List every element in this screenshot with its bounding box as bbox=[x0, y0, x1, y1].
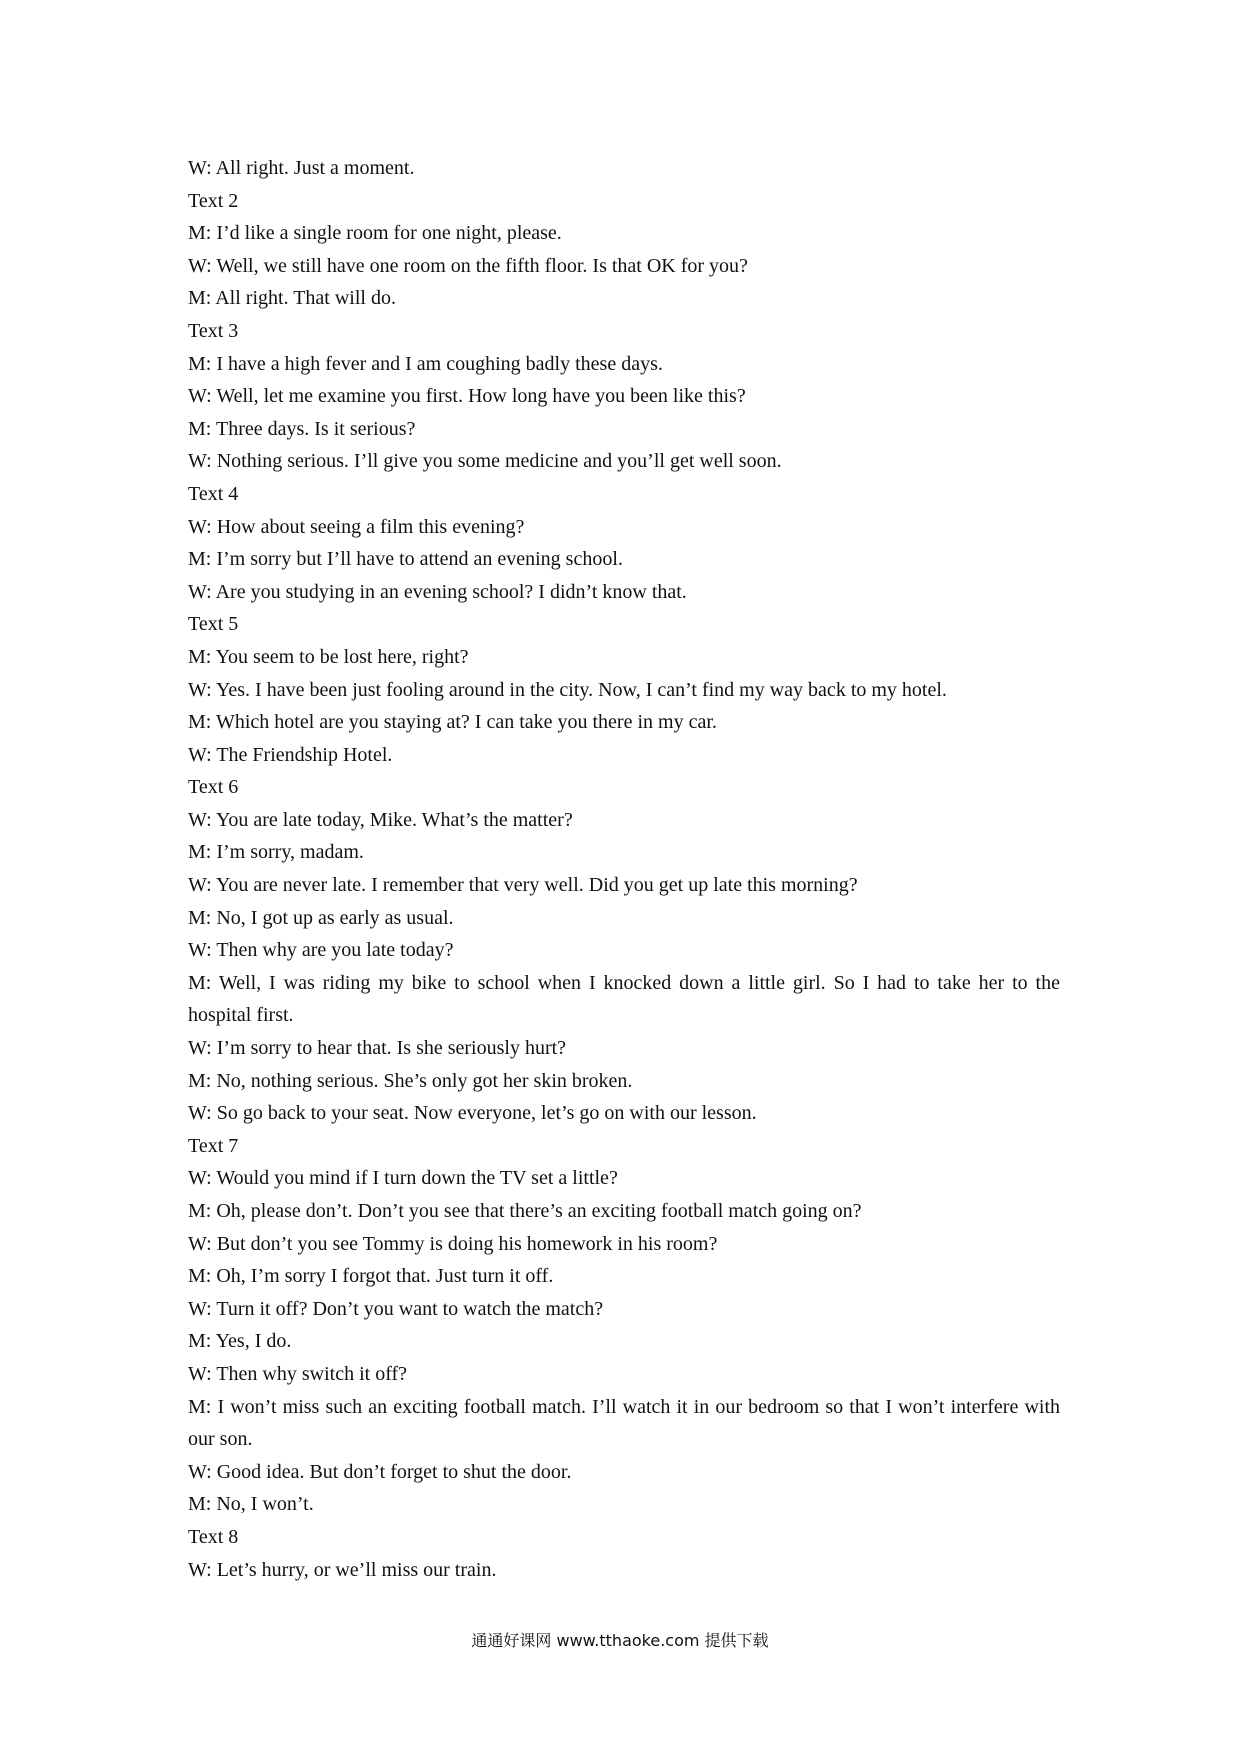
transcript-line: M: Oh, I’m sorry I forgot that. Just turn it off. bbox=[188, 1265, 554, 1288]
transcript-line: W: Are you studying in an evening school? I didn’t know that. bbox=[188, 580, 687, 603]
transcript-line: M: Which hotel are you staying at? I can take you there in my car. bbox=[188, 711, 717, 734]
transcript-line: W: So go back to your seat. Now everyone, let’s go on with our lesson. bbox=[188, 1102, 757, 1125]
transcript-line: M: I’d like a single room for one night, please. bbox=[188, 222, 562, 245]
section-heading-text-2: Text 2 bbox=[188, 189, 239, 212]
transcript-line: W: Then why switch it off? bbox=[188, 1362, 408, 1385]
transcript-line: W: Good idea. But don’t forget to shut the door. bbox=[188, 1460, 572, 1483]
transcript-line: W: Let’s hurry, or we’ll miss our train. bbox=[188, 1558, 497, 1581]
transcript-line: W: Nothing serious. I’ll give you some medicine and you’ll get well soon. bbox=[188, 450, 782, 473]
transcript-line: M: I won’t miss such an exciting football match. I’ll watch it in our bedroom so that I won’t interfere with our son. bbox=[188, 1395, 1060, 1451]
transcript-line: W: But don’t you see Tommy is doing his homework in his room? bbox=[188, 1232, 718, 1255]
transcript-line: W: You are never late. I remember that very well. Did you get up late this morning? bbox=[188, 874, 858, 897]
section-heading-text-3: Text 3 bbox=[188, 319, 239, 342]
transcript-line: M: No, I won’t. bbox=[188, 1493, 314, 1516]
transcript-line: W: Well, let me examine you first. How long have you been like this? bbox=[188, 385, 746, 408]
listening-transcript bbox=[188, 152, 1060, 1586]
section-heading-text-8: Text 8 bbox=[188, 1525, 239, 1548]
section-heading-text-6: Text 6 bbox=[188, 776, 239, 799]
transcript-line: M: Three days. Is it serious? bbox=[188, 417, 416, 440]
transcript-line: W: All right. Just a moment. bbox=[188, 157, 415, 179]
transcript-line: M: All right. That will do. bbox=[188, 287, 396, 310]
section-heading-text-7: Text 7 bbox=[188, 1134, 239, 1157]
transcript-line: W: The Friendship Hotel. bbox=[188, 743, 393, 766]
page-footer: 通通好课网 www.tthaoke.com 提供下载 bbox=[471, 1631, 769, 1650]
transcript-line: M: No, nothing serious. She’s only got her skin broken. bbox=[188, 1069, 633, 1092]
transcript-line: W: Well, we still have one room on the fifth floor. Is that OK for you? bbox=[188, 254, 748, 277]
transcript-line: W: You are late today, Mike. What’s the matter? bbox=[188, 808, 573, 831]
transcript-line: M: Oh, please don’t. Don’t you see that there’s an exciting football match going on? bbox=[188, 1200, 862, 1222]
transcript-line: M: I’m sorry but I’ll have to attend an evening school. bbox=[188, 548, 623, 571]
transcript-line: W: Then why are you late today? bbox=[188, 939, 454, 962]
transcript-line: M: Well, I was riding my bike to school when I knocked down a little girl. So I had to take her to the hospital first. bbox=[188, 971, 1060, 1027]
transcript-line: M: I have a high fever and I am coughing badly these days. bbox=[188, 352, 663, 375]
transcript-line: W: I’m sorry to hear that. Is she seriously hurt? bbox=[188, 1037, 567, 1060]
transcript-line: M: Yes, I do. bbox=[188, 1330, 292, 1353]
transcript-line: W: How about seeing a film this evening? bbox=[188, 515, 525, 538]
transcript-line: W: Turn it off? Don’t you want to watch the match? bbox=[188, 1297, 604, 1320]
transcript-line: W: Would you mind if I turn down the TV set a little? bbox=[188, 1167, 618, 1190]
transcript-line: W: Yes. I have been just fooling around in the city. Now, I can’t find my way back to my hotel. bbox=[188, 678, 947, 701]
section-heading-text-5: Text 5 bbox=[188, 613, 239, 636]
transcript-line: M: I’m sorry, madam. bbox=[188, 841, 364, 864]
section-heading-text-4: Text 4 bbox=[188, 482, 239, 505]
transcript-line: M: You seem to be lost here, right? bbox=[188, 645, 469, 668]
transcript-line: M: No, I got up as early as usual. bbox=[188, 906, 454, 929]
